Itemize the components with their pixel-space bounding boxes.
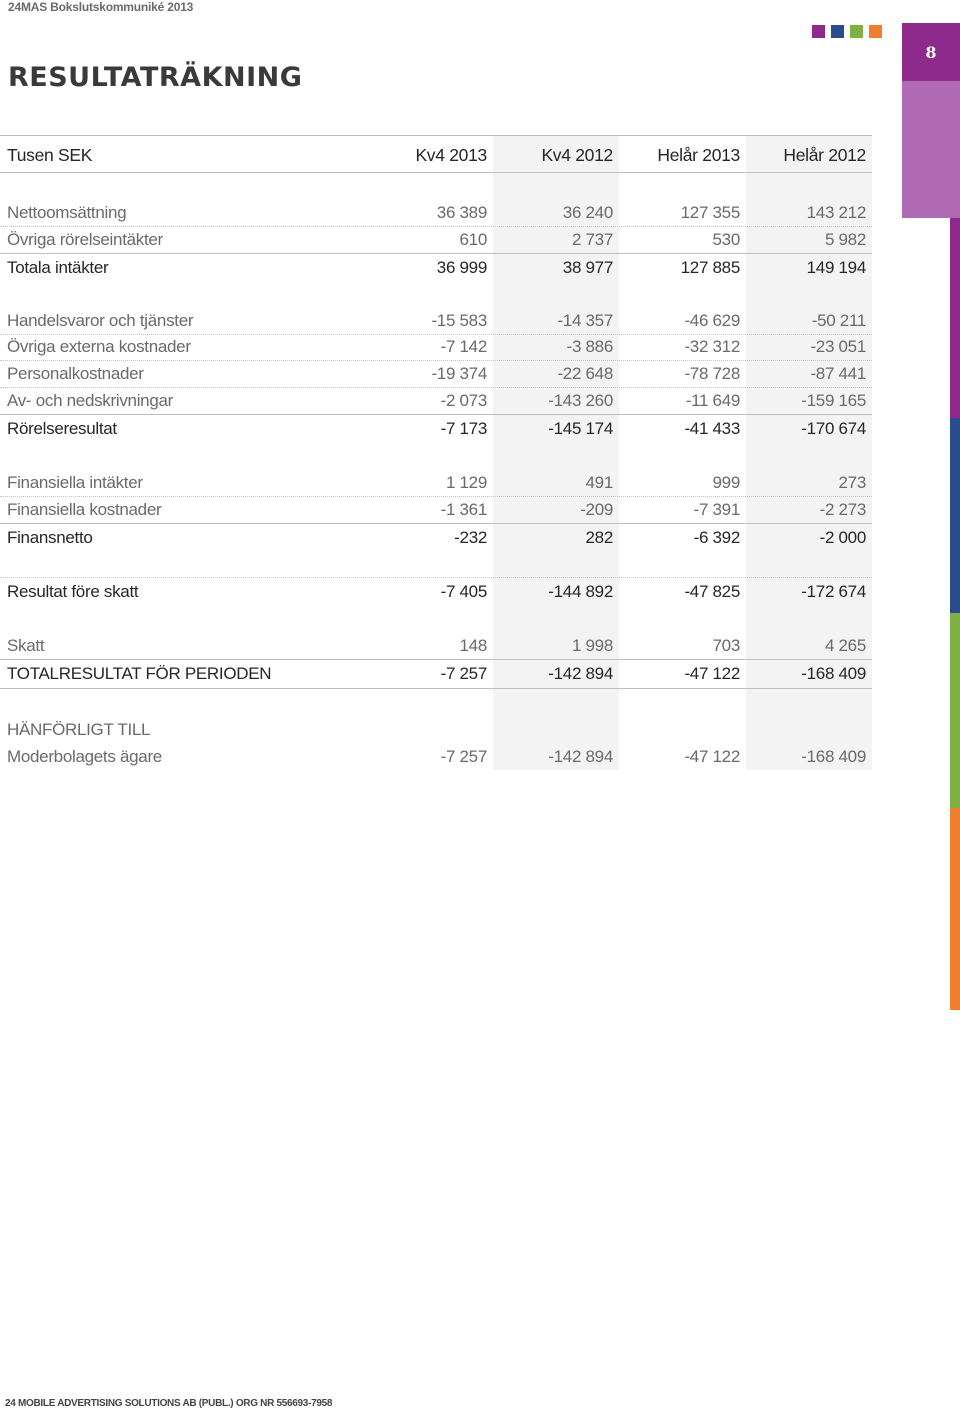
column-header: Kv4 2013: [415, 145, 487, 165]
table-row: [0, 500, 872, 526]
cell-value: -7 142: [440, 337, 487, 356]
header-bottom-rule: [0, 172, 872, 173]
orange-square: [869, 25, 882, 38]
table-row-total: [0, 419, 872, 445]
cell-value: -22 648: [557, 364, 613, 383]
table-row: [0, 473, 872, 499]
cell-value: -142 894: [548, 747, 613, 766]
row-label: Personalkostnader: [7, 364, 144, 383]
row-label: Finansnetto: [7, 528, 93, 547]
page-number-tab: [902, 23, 960, 81]
brand-color-squares: [812, 25, 882, 38]
cell-value: -15 583: [431, 311, 487, 330]
cell-value: 273: [838, 473, 866, 492]
document-footer: 24 MOBILE ADVERTISING SOLUTIONS AB (PUBL.) ORG NR 556693-7958: [5, 1398, 333, 1409]
row-label: Övriga rörelseintäkter: [7, 230, 163, 249]
edge-strip-green: [950, 613, 960, 808]
cell-value: -168 409: [801, 664, 866, 683]
page-number: 8: [925, 42, 937, 62]
edge-strip-purple: [950, 218, 960, 418]
column-header: Kv4 2012: [541, 145, 613, 165]
cell-value: -144 892: [548, 582, 613, 601]
cell-value: -47 825: [684, 582, 740, 601]
row-label: Totala intäkter: [7, 258, 109, 277]
table-row: [0, 747, 872, 773]
cell-value: 4 265: [824, 636, 866, 655]
cell-value: -142 894: [548, 664, 613, 683]
side-accent-bar: [902, 81, 960, 218]
cell-value: 143 212: [806, 203, 866, 222]
column-header: Helår 2012: [783, 145, 866, 165]
cell-value: -47 122: [684, 747, 740, 766]
row-label: Av- och nedskrivningar: [7, 391, 174, 410]
row-label: Moderbolagets ägare: [7, 747, 162, 766]
cell-value: 127 885: [680, 258, 740, 277]
cell-value: -2 073: [440, 391, 487, 410]
cell-value: -3 886: [566, 337, 613, 356]
row-label: Rörelseresultat: [7, 419, 117, 438]
cell-value: -11 649: [685, 391, 740, 410]
row-label: TOTALRESULTAT FÖR PERIODEN: [7, 664, 272, 683]
header-unit-label: Tusen SEK: [7, 145, 93, 165]
table-row: [0, 311, 872, 337]
cell-value: 491: [585, 473, 613, 492]
cell-value: -41 433: [684, 419, 740, 438]
cell-value: 282: [585, 528, 613, 547]
cell-value: 36 240: [562, 203, 613, 222]
table-row: [0, 391, 872, 417]
table-row-total: [0, 664, 872, 690]
page-title: RESULTATRÄKNING: [8, 62, 303, 93]
purple-square: [812, 25, 825, 38]
cell-value: 999: [712, 473, 740, 492]
cell-value: -19 374: [431, 364, 487, 383]
cell-value: -143 260: [548, 391, 613, 410]
cell-value: -232: [454, 528, 487, 547]
cell-value: -168 409: [801, 747, 866, 766]
cell-value: -7 391: [693, 500, 740, 519]
row-label: Finansiella kostnader: [7, 500, 162, 519]
cell-value: -50 211: [811, 311, 866, 330]
cell-value: -145 174: [548, 419, 613, 438]
cell-value: -23 051: [810, 337, 866, 356]
cell-value: 149 194: [806, 258, 866, 277]
table-row-total: [0, 582, 872, 608]
cell-value: 148: [459, 636, 487, 655]
table-row: [0, 364, 872, 390]
table-row: [0, 337, 872, 363]
cell-value: -6 392: [693, 528, 740, 547]
cell-value: -7 257: [440, 747, 487, 766]
cell-value: 703: [712, 636, 740, 655]
cell-value: 1 129: [445, 473, 487, 492]
cell-value: 38 977: [562, 258, 613, 277]
cell-value: 1 998: [571, 636, 613, 655]
table-row: [0, 720, 872, 746]
cell-value: -2 000: [819, 528, 866, 547]
row-label: Övriga externa kostnader: [7, 337, 191, 356]
cell-value: 2 737: [571, 230, 613, 249]
table-row-total: [0, 528, 872, 554]
cell-value: 36 389: [436, 203, 487, 222]
table-row-total: [0, 258, 872, 284]
row-label: Resultat före skatt: [7, 582, 139, 601]
cell-value: -1 361: [440, 500, 487, 519]
table-row: [0, 203, 872, 229]
cell-value: -2 273: [819, 500, 866, 519]
cell-value: -46 629: [684, 311, 740, 330]
cell-value: 5 982: [824, 230, 866, 249]
cell-value: -14 357: [557, 311, 613, 330]
cell-value: 36 999: [436, 258, 487, 277]
cell-value: -47 122: [684, 664, 740, 683]
cell-value: -7 257: [440, 664, 487, 683]
cell-value: 610: [459, 230, 487, 249]
edge-strip-navy: [950, 418, 960, 613]
cell-value: -78 728: [684, 364, 740, 383]
green-square: [850, 25, 863, 38]
cell-value: -87 441: [810, 364, 866, 383]
edge-strip-orange: [950, 808, 960, 1010]
row-label: HÄNFÖRLIGT TILL: [7, 720, 151, 739]
cell-value: 530: [712, 230, 740, 249]
cell-value: -172 674: [801, 582, 866, 601]
cell-value: -7 405: [440, 582, 487, 601]
row-divider: [0, 577, 872, 578]
table-row: [0, 636, 872, 662]
cell-value: 127 355: [680, 203, 740, 222]
cell-value: -209: [580, 500, 613, 519]
row-label: Nettoomsättning: [7, 203, 127, 222]
row-label: Skatt: [7, 636, 45, 655]
table-header-row: [0, 145, 872, 171]
cell-value: -7 173: [440, 419, 487, 438]
cell-value: -32 312: [684, 337, 740, 356]
cell-value: -159 165: [801, 391, 866, 410]
cell-value: -170 674: [801, 419, 866, 438]
row-label: Finansiella intäkter: [7, 473, 143, 492]
table-row: [0, 230, 872, 256]
document-header: 24MAS Bokslutskommuniké 2013: [8, 0, 194, 14]
column-header: Helår 2013: [657, 145, 740, 165]
row-label: Handelsvaror och tjänster: [7, 311, 194, 330]
table-top-rule: [0, 135, 872, 136]
navy-square: [831, 25, 844, 38]
